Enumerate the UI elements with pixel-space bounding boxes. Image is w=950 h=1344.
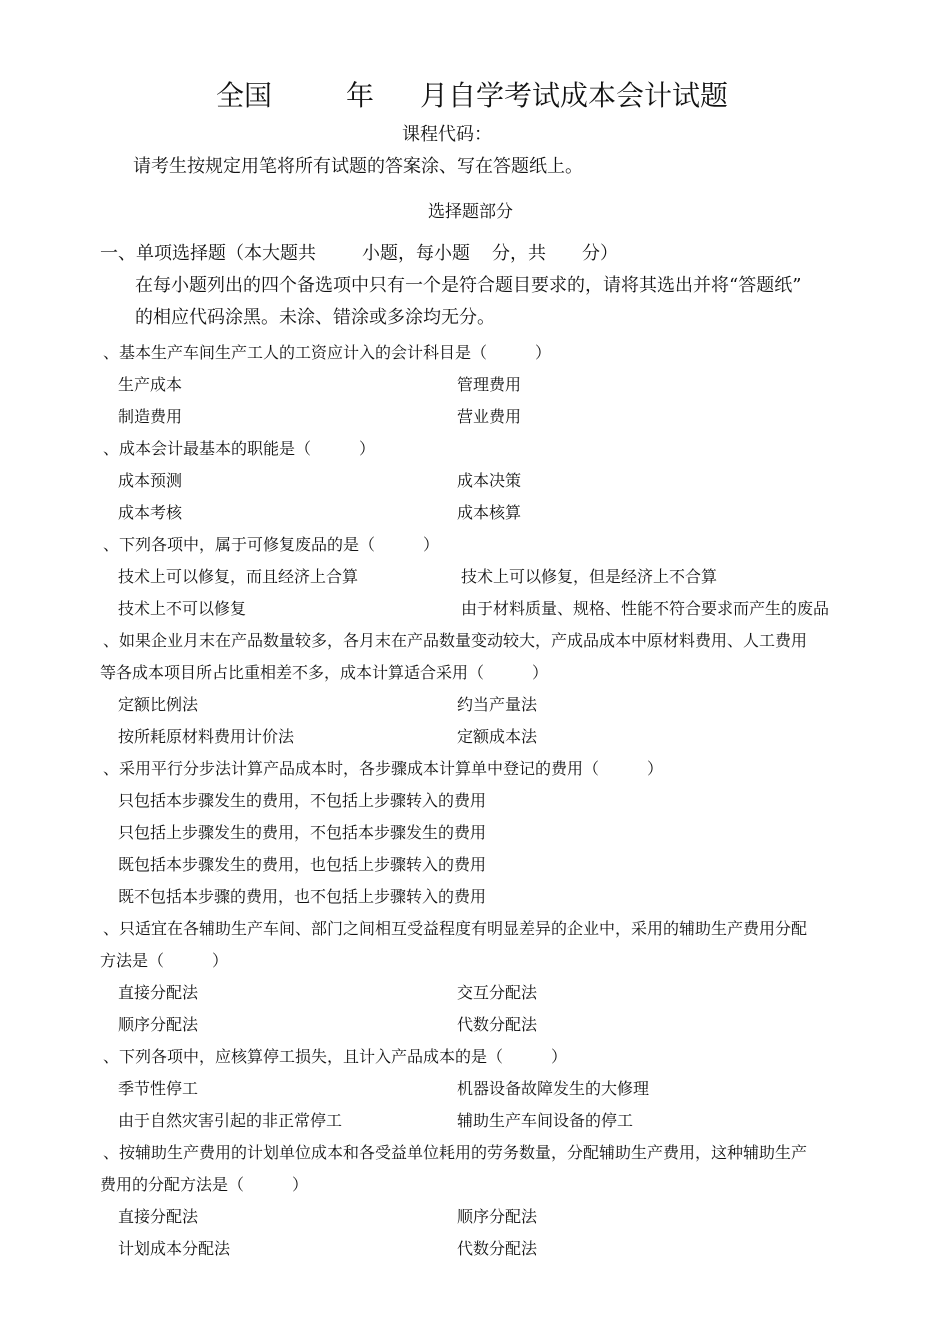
question-6-option-a: 直接分配法: [118, 983, 199, 1002]
question-4-stem-line-2: 等各成本项目所占比重相差不多，成本计算适合采用（ ）: [100, 663, 549, 682]
question-6-stem-line-1: 、只适宜在各辅助生产车间、部门之间相互受益程度有明显差异的企业中，采用的辅助生产费用分配: [103, 919, 808, 938]
section-title: 选择题部分: [428, 202, 513, 222]
title-part-national: 全国: [216, 79, 273, 112]
question-4-option-d: 定额成本法: [457, 727, 538, 746]
question-4-option-a: 定额比例法: [118, 695, 199, 714]
question-3-option-b: 技术上可以修复，但是经济上不合算: [461, 567, 718, 586]
question-6-option-d: 代数分配法: [457, 1015, 538, 1034]
question-1-option-b: 管理费用: [457, 375, 522, 394]
question-2-option-d: 成本核算: [457, 503, 522, 522]
question-8-option-a: 直接分配法: [118, 1207, 199, 1226]
question-7-option-b: 机器设备故障发生的大修理: [457, 1079, 650, 1098]
question-4-option-b: 约当产量法: [457, 695, 538, 714]
question-6-option-c: 顺序分配法: [118, 1015, 199, 1034]
question-2-option-a: 成本预测: [118, 471, 183, 490]
question-8-option-b: 顺序分配法: [457, 1207, 538, 1226]
question-7-option-d: 辅助生产车间设备的停工: [457, 1111, 634, 1130]
part-heading-a: 一、单项选择题（本大题共: [100, 243, 316, 264]
exam-instruction: 请考生按规定用笔将所有试题的答案涂、写在答题纸上。: [133, 156, 583, 177]
question-7-option-c: 由于自然灾害引起的非正常停工: [118, 1111, 343, 1130]
question-3-option-a: 技术上可以修复，而且经济上合算: [118, 567, 359, 586]
question-8-option-c: 计划成本分配法: [118, 1239, 231, 1258]
question-3-option-d: 由于材料质量、规格、性能不符合要求而产生的废品: [461, 599, 830, 618]
question-1-stem: 、基本生产车间生产工人的工资应计入的会计科目是（ ）: [103, 343, 552, 362]
part-heading-b: 小题，每小题: [362, 243, 470, 264]
question-7-option-a: 季节性停工: [118, 1079, 199, 1098]
question-5-option-a: 只包括本步骤发生的费用，不包括上步骤转入的费用: [118, 791, 487, 810]
title-part-month: 月自学考试成本会计试题: [420, 79, 729, 112]
question-8-stem-line-1: 、按辅助生产费用的计划单位成本和各受益单位耗用的劳务数量，分配辅助生产费用，这种辅助生产: [103, 1143, 808, 1162]
question-7-stem: 、下列各项中，应核算停工损失，且计入产品成本的是（ ）: [103, 1047, 568, 1066]
question-4-stem-line-1: 、如果企业月末在产品数量较多，各月末在产品数量变动较大，产成品成本中原材料费用、人工费用: [103, 631, 808, 650]
question-3-option-c: 技术上不可以修复: [118, 599, 247, 618]
question-2-stem: 、成本会计最基本的职能是（ ）: [103, 439, 376, 458]
question-5-option-c: 既包括本步骤发生的费用，也包括上步骤转入的费用: [118, 855, 487, 874]
question-4-option-c: 按所耗原材料费用计价法: [118, 727, 295, 746]
question-8-option-d: 代数分配法: [457, 1239, 538, 1258]
question-1-option-d: 营业费用: [457, 407, 522, 426]
part-heading-d: 分）: [582, 243, 618, 264]
question-8-stem-line-2: 费用的分配方法是（ ）: [100, 1175, 309, 1194]
question-2-option-c: 成本考核: [118, 503, 183, 522]
question-1-option-a: 生产成本: [118, 375, 183, 394]
directions-line-2: 的相应代码涂黑。未涂、错涂或多涂均无分。: [135, 307, 495, 328]
question-6-stem-line-2: 方法是（ ）: [100, 951, 229, 970]
part-heading-c: 分，共: [492, 243, 546, 264]
question-6-option-b: 交互分配法: [457, 983, 538, 1002]
question-3-stem: 、下列各项中，属于可修复废品的是（ ）: [103, 535, 440, 554]
title-part-year: 年: [346, 79, 375, 112]
question-5-option-d: 既不包括本步骤的费用，也不包括上步骤转入的费用: [118, 887, 487, 906]
directions-line-1: 在每小题列出的四个备选项中只有一个是符合题目要求的，请将其选出并将“答题纸”: [135, 275, 802, 296]
question-5-stem: 、采用平行分步法计算产品成本时，各步骤成本计算单中登记的费用（ ）: [103, 759, 664, 778]
course-code-label: 课程代码：: [402, 124, 492, 145]
question-1-option-c: 制造费用: [118, 407, 183, 426]
question-2-option-b: 成本决策: [457, 471, 522, 490]
question-5-option-b: 只包括上步骤发生的费用，不包括本步骤发生的费用: [118, 823, 487, 842]
